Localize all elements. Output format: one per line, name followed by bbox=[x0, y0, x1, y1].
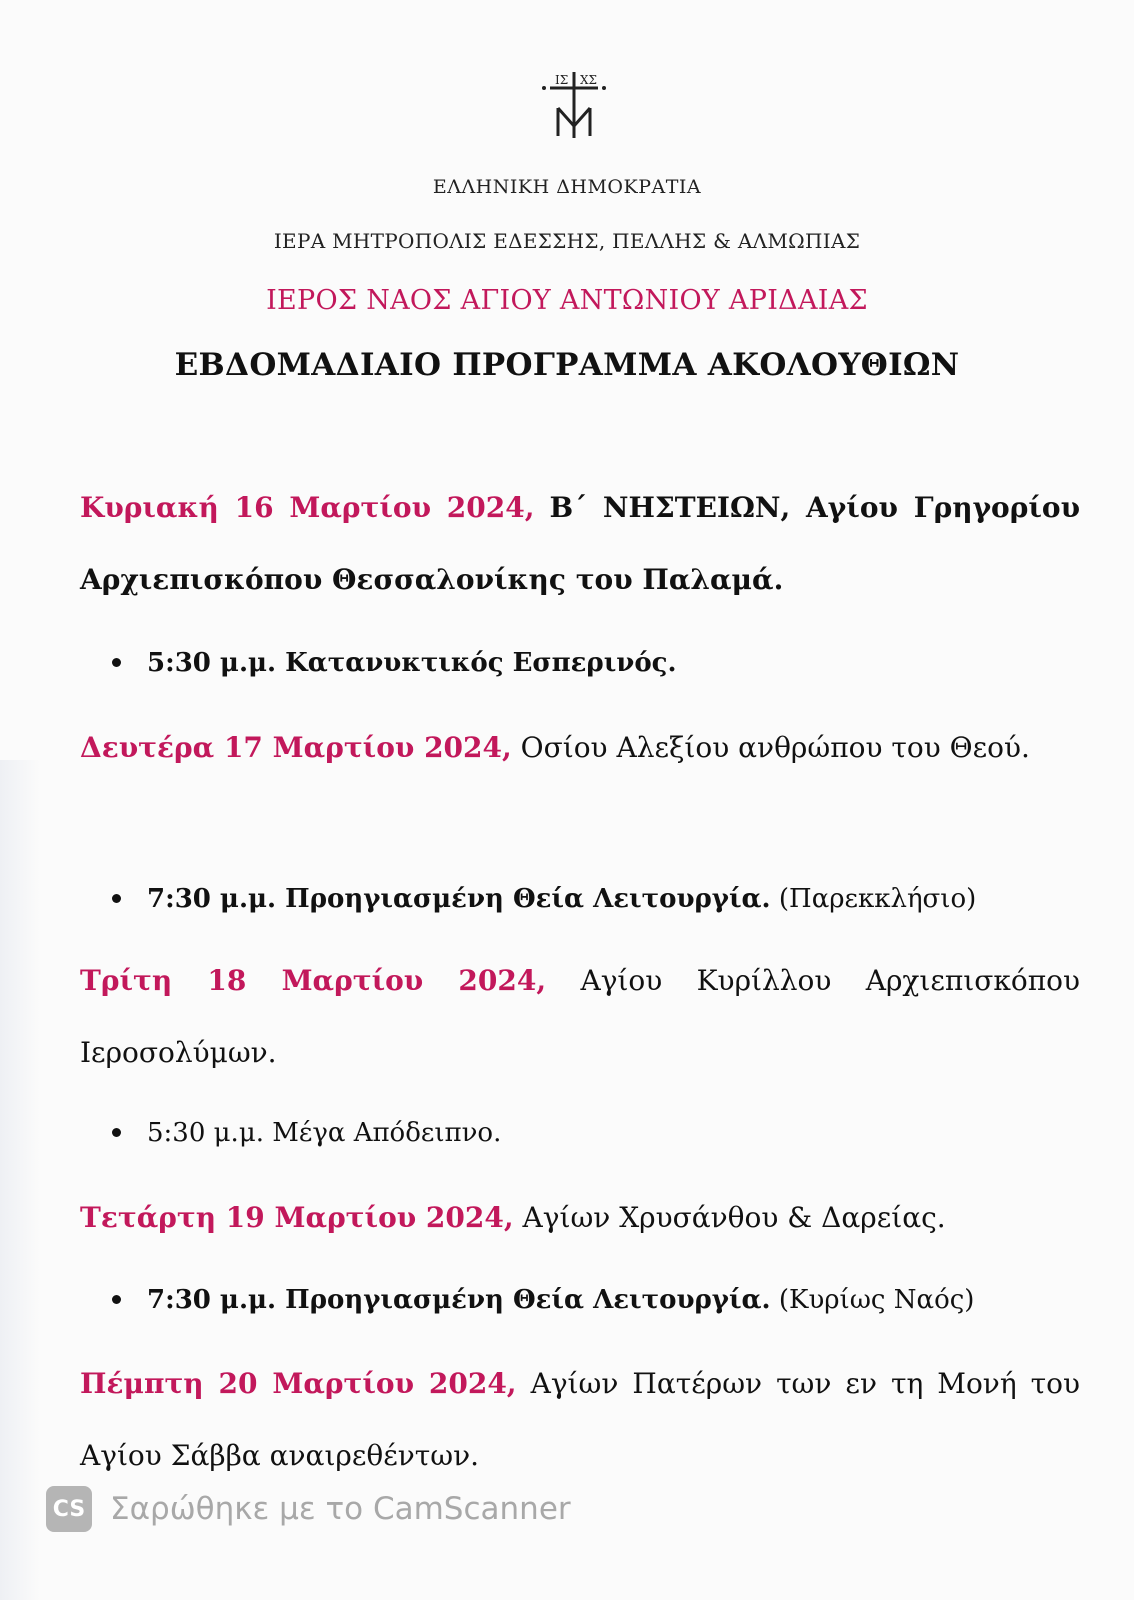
camscanner-logo-icon: CS bbox=[46, 1486, 92, 1532]
entry-feast: Οσίου Αλεξίου ανθρώπου του Θεού. bbox=[520, 731, 1030, 764]
entry-feast: Αγίων Χρυσάνθου & Δαρείας. bbox=[522, 1201, 946, 1234]
schedule-entry-thursday bbox=[80, 1348, 1080, 1492]
entry-day: Πέμπτη 20 Μαρτίου 2024, bbox=[80, 1367, 517, 1400]
church-heading: ΙΕΡΟΣ ΝΑΟΣ ΑΓΙΟΥ ΑΝΤΩΝΙΟΥ ΑΡΙΔΑΙΑΣ bbox=[266, 285, 868, 316]
service-note: 5:30 μ.μ. Μέγα Απόδειπνο. bbox=[147, 1118, 502, 1148]
service-bold: 7:30 μ.μ. Προηγιασμένη Θεία Λειτουργία. bbox=[147, 884, 771, 914]
schedule-entry-tuesday bbox=[80, 945, 1080, 1089]
service-item bbox=[112, 648, 677, 678]
service-bold: 7:30 μ.μ. Προηγιασμένη Θεία Λειτουργία. bbox=[147, 1285, 771, 1315]
entry-day: Τρίτη 18 Μαρτίου 2024, bbox=[80, 964, 547, 997]
entry-feast: Αγίων Πατέρων των εν τη Μονή του Αγίου Σάββα αναιρεθέντων. bbox=[80, 1367, 1080, 1472]
bullet-icon bbox=[112, 658, 121, 667]
service-note: (Παρεκκλήσιο) bbox=[778, 884, 977, 914]
schedule-entry-monday bbox=[80, 712, 1080, 784]
bullet-icon bbox=[112, 894, 121, 903]
camscanner-watermark bbox=[46, 1484, 571, 1534]
service-item bbox=[112, 1118, 501, 1148]
entry-day: Δευτέρα 17 Μαρτίου 2024, bbox=[80, 731, 512, 764]
svg-text:ΙΣ: ΙΣ bbox=[555, 73, 569, 87]
program-title: ΕΒΔΟΜΑΔΙΑΙΟ ΠΡΟΓΡΑΜΜΑ ΑΚΟΛΟΥΘΙΩΝ bbox=[174, 347, 960, 383]
entry-feast: Αγίου Κυρίλλου Αρχιεπισκόπου Ιεροσολύμων. bbox=[80, 964, 1080, 1069]
schedule-entry-wednesday bbox=[80, 1182, 1080, 1254]
service-note: (Κυρίως Ναός) bbox=[778, 1285, 975, 1315]
entry-day: Κυριακή 16 Μαρτίου 2024, bbox=[80, 491, 535, 524]
church-emblem-icon bbox=[536, 70, 612, 142]
bullet-icon bbox=[112, 1128, 121, 1137]
service-item bbox=[112, 884, 976, 914]
entry-day: Τετάρτη 19 Μαρτίου 2024, bbox=[80, 1201, 514, 1234]
metropolis-heading: ΙΕΡΑ ΜΗΤΡΟΠΟΛΙΣ ΕΔΕΣΣΗΣ, ΠΕΛΛΗΣ & ΑΛΜΩΠΙΑΣ bbox=[273, 229, 861, 253]
schedule-entry-sunday bbox=[80, 472, 1080, 616]
service-item bbox=[112, 1285, 974, 1315]
entry-feast: Β΄ ΝΗΣΤΕΙΩΝ, Αγίου Γρηγορίου Αρχιεπισκόπου Θεσσαλονίκης του Παλαμά. bbox=[80, 491, 1081, 596]
watermark-text: Σαρώθηκε με το CamScanner bbox=[110, 1491, 571, 1527]
scan-shade bbox=[0, 760, 40, 1600]
bullet-icon bbox=[112, 1295, 121, 1304]
republic-heading: ΕΛΛΗΝΙΚΗ ΔΗΜΟΚΡΑΤΙΑ bbox=[432, 176, 702, 198]
svg-text:ΧΣ: ΧΣ bbox=[580, 73, 598, 87]
service-bold: 5:30 μ.μ. Κατανυκτικός Εσπερινός. bbox=[147, 648, 677, 678]
